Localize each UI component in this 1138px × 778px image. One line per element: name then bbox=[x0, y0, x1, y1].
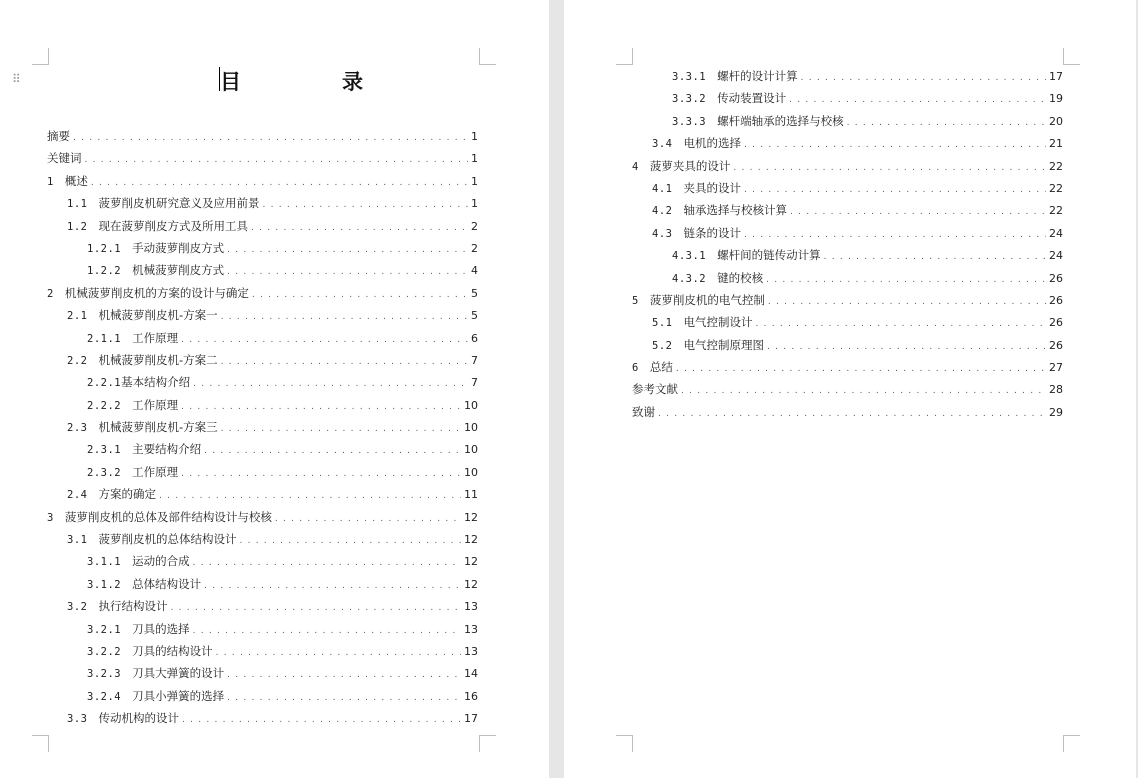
toc-dot-leader bbox=[227, 664, 461, 686]
toc-entry[interactable] bbox=[632, 87, 1063, 109]
toc-entry-page-number: 27 bbox=[1049, 361, 1063, 375]
toc-entry-page-number: 26 bbox=[1049, 293, 1063, 307]
toc-entry-number: 3.1.2 bbox=[87, 578, 122, 591]
toc-entry-page-number: 22 bbox=[1049, 181, 1063, 195]
toc-entry[interactable] bbox=[632, 132, 1063, 154]
toc-entry-number: 3.3.1 bbox=[672, 71, 707, 83]
toc-entry-page-number: 1 bbox=[471, 174, 478, 188]
toc-entry-title: 现在菠萝削皮方式及所用工具 bbox=[98, 218, 248, 233]
toc-entry-page-number: 7 bbox=[471, 353, 478, 367]
toc-entry-number: 1.2 bbox=[67, 220, 88, 233]
toc-entry[interactable] bbox=[47, 394, 478, 416]
toc-entry[interactable] bbox=[47, 483, 478, 505]
toc-entry-page-number: 24 bbox=[1049, 226, 1063, 240]
toc-dot-leader bbox=[85, 149, 469, 171]
toc-entry[interactable] bbox=[47, 327, 478, 349]
toc-entry-page-number: 22 bbox=[1049, 159, 1063, 173]
toc-entry-title: 方案的确定 bbox=[98, 487, 156, 502]
toc-entry-page-number: 24 bbox=[1049, 249, 1063, 263]
toc-entry-title: 电气控制设计 bbox=[683, 315, 753, 330]
toc-entry-number: 2 bbox=[47, 287, 54, 300]
crop-mark-top-left bbox=[616, 48, 633, 65]
toc-entry-number: 2.1.1 bbox=[87, 332, 122, 345]
toc-entry-title: 菠萝削皮机研究意义及应用前景 bbox=[98, 196, 260, 211]
toc-entry-title: 机械菠萝削皮机-方案一 bbox=[98, 308, 218, 323]
toc-entry[interactable] bbox=[47, 550, 478, 572]
toc-entry[interactable] bbox=[632, 110, 1063, 132]
toc-dot-leader bbox=[658, 403, 1046, 425]
toc-entry-title: 菠萝削皮机的电气控制 bbox=[649, 292, 765, 307]
toc-dot-leader bbox=[676, 358, 1046, 380]
toc-entry-title: 螺杆间的链传动计算 bbox=[717, 248, 821, 263]
crop-mark-bottom-right bbox=[1063, 735, 1080, 752]
crop-mark-top-right bbox=[479, 48, 496, 65]
toc-entry-title: 螺杆端轴承的选择与校核 bbox=[717, 113, 844, 128]
toc-entry-number: 1.2.1 bbox=[87, 242, 122, 255]
toc-entry-title: 工作原理 bbox=[132, 330, 179, 345]
toc-entry-page-number: 2 bbox=[471, 219, 478, 233]
toc-entry-title: 传动机构的设计 bbox=[98, 711, 179, 726]
toc-dot-leader bbox=[221, 351, 468, 373]
toc-entry-title: 机械菠萝削皮方式 bbox=[132, 263, 225, 278]
toc-entry-title: 链条的设计 bbox=[683, 225, 741, 240]
toc-entry-number: 2.1 bbox=[67, 310, 88, 323]
toc-entry-number: 3.1 bbox=[67, 534, 88, 547]
toc-entry-title: 总体结构设计 bbox=[132, 576, 202, 591]
toc-entry[interactable] bbox=[632, 244, 1063, 266]
toc-entry[interactable] bbox=[47, 685, 478, 707]
toc-entry-number: 5 bbox=[632, 294, 639, 307]
toc-dot-leader bbox=[767, 336, 1046, 358]
toc-entry-page-number: 26 bbox=[1049, 338, 1063, 352]
toc-entry-page-number: 1 bbox=[471, 152, 478, 166]
toc-entry[interactable] bbox=[47, 640, 478, 662]
toc-entry-page-number: 12 bbox=[464, 510, 478, 524]
toc-dot-leader bbox=[801, 67, 1046, 89]
toc-entry[interactable] bbox=[632, 334, 1063, 356]
toc-dot-leader bbox=[227, 239, 468, 261]
drag-handle-icon[interactable]: ⠿ bbox=[12, 72, 21, 86]
toc-dot-leader bbox=[181, 396, 461, 418]
toc-entry[interactable] bbox=[632, 177, 1063, 199]
toc-entry-number: 2.3.2 bbox=[87, 466, 122, 479]
toc-dot-leader bbox=[681, 380, 1046, 402]
toc-entry-title: 概述 bbox=[64, 173, 88, 188]
toc-entry[interactable] bbox=[47, 304, 478, 326]
toc-entry-number: 4.3.1 bbox=[672, 250, 707, 263]
toc-entry-number: 1 bbox=[47, 175, 54, 188]
toc-entry-number: 3.1.1 bbox=[87, 556, 122, 569]
toc-entry-title: 刀具大弹簧的设计 bbox=[132, 666, 225, 681]
toc-entry-number: 3.3.2 bbox=[672, 93, 707, 106]
toc-dot-leader bbox=[252, 284, 468, 306]
toc-entry-page-number: 12 bbox=[464, 577, 478, 591]
toc-entry-title: 螺杆的设计计算 bbox=[717, 69, 798, 83]
toc-entry[interactable] bbox=[632, 378, 1063, 400]
toc-entry[interactable] bbox=[47, 461, 478, 483]
toc-entry[interactable] bbox=[47, 371, 478, 393]
toc-entry-page-number: 7 bbox=[471, 376, 478, 390]
toc-entry-page-number: 19 bbox=[1049, 92, 1063, 106]
toc-entry[interactable] bbox=[47, 237, 478, 259]
toc-entry-page-number: 10 bbox=[464, 398, 478, 412]
toc-list-right bbox=[632, 65, 1063, 423]
toc-dot-leader bbox=[221, 418, 461, 440]
toc-entry-number: 5.2 bbox=[652, 339, 673, 352]
toc-entry[interactable] bbox=[47, 662, 478, 684]
toc-entry-page-number: 13 bbox=[464, 600, 478, 614]
toc-entry[interactable] bbox=[47, 192, 478, 214]
toc-entry[interactable] bbox=[47, 595, 478, 617]
toc-entry-number: 1.1 bbox=[67, 198, 88, 211]
toc-entry-page-number: 6 bbox=[471, 331, 478, 345]
toc-entry-page-number: 2 bbox=[471, 241, 478, 255]
toc-entry[interactable] bbox=[632, 401, 1063, 423]
toc-entry[interactable] bbox=[632, 155, 1063, 177]
toc-entry-title: 主要结构介绍 bbox=[132, 442, 202, 457]
toc-entry-number: 3.2.2 bbox=[87, 645, 122, 658]
toc-entry-title: 参考文献 bbox=[632, 382, 678, 397]
document-page-right[interactable] bbox=[564, 0, 1136, 778]
toc-entry-number: 3.3.3 bbox=[672, 115, 707, 128]
toc-entry-number: 3.2 bbox=[67, 601, 88, 614]
toc-dot-leader bbox=[204, 575, 461, 597]
toc-entry-number: 3.2.1 bbox=[87, 623, 122, 636]
toc-entry-title: 机械菠萝削皮机-方案二 bbox=[98, 352, 218, 367]
toc-dot-leader bbox=[744, 134, 1046, 156]
toc-entry-title: 刀具的结构设计 bbox=[132, 643, 213, 658]
toc-entry-number: 3.2.4 bbox=[87, 690, 122, 703]
toc-dot-leader bbox=[159, 485, 461, 507]
toc-entry-page-number: 5 bbox=[471, 309, 478, 323]
toc-entry[interactable] bbox=[47, 170, 478, 192]
toc-dot-leader bbox=[847, 112, 1046, 134]
toc-entry-page-number: 17 bbox=[464, 712, 478, 726]
toc-entry-number: 4.2 bbox=[652, 205, 673, 218]
toc-entry-page-number: 14 bbox=[464, 667, 478, 681]
toc-dot-leader bbox=[824, 246, 1046, 268]
toc-entry-page-number: 5 bbox=[471, 286, 478, 300]
toc-entry[interactable] bbox=[47, 438, 478, 460]
toc-dot-leader bbox=[182, 709, 461, 731]
toc-entry-number: 2.3.1 bbox=[87, 444, 122, 457]
toc-dot-leader bbox=[744, 224, 1046, 246]
toc-entry[interactable] bbox=[632, 222, 1063, 244]
toc-dot-leader bbox=[251, 217, 468, 239]
toc-entry-page-number: 13 bbox=[464, 622, 478, 636]
toc-entry-title: 菠萝削皮机的总体及部件结构设计与校核 bbox=[64, 509, 272, 524]
toc-entry-title: 机械菠萝削皮机的方案的设计与确定 bbox=[64, 285, 249, 300]
toc-entry-page-number: 11 bbox=[464, 488, 478, 502]
toc-entry[interactable] bbox=[47, 506, 478, 528]
toc-entry-number: 6 bbox=[632, 362, 639, 375]
toc-entry-title: 手动菠萝削皮方式 bbox=[132, 240, 225, 255]
toc-entry-page-number: 10 bbox=[464, 421, 478, 435]
toc-entry[interactable] bbox=[632, 289, 1063, 311]
toc-entry-title: 运动的合成 bbox=[132, 554, 190, 569]
toc-entry-page-number: 21 bbox=[1049, 137, 1063, 151]
toc-entry[interactable] bbox=[47, 147, 478, 169]
toc-entry-number: 3.3 bbox=[67, 713, 88, 726]
toc-entry[interactable] bbox=[632, 356, 1063, 378]
toc-dot-leader bbox=[790, 201, 1046, 223]
crop-mark-top-right bbox=[1063, 48, 1080, 65]
toc-entry[interactable] bbox=[47, 416, 478, 438]
crop-mark-bottom-right bbox=[479, 735, 496, 752]
toc-entry[interactable] bbox=[632, 311, 1063, 333]
toc-entry-number: 2.4 bbox=[67, 489, 88, 502]
toc-entry-title: 电机的选择 bbox=[683, 136, 741, 151]
toc-dot-leader bbox=[744, 179, 1046, 201]
toc-dot-leader bbox=[239, 530, 461, 552]
toc-entry-title: 电气控制原理图 bbox=[683, 337, 764, 352]
toc-entry-title: 工作原理 bbox=[132, 397, 179, 412]
toc-entry-title: 刀具的选择 bbox=[132, 621, 190, 636]
toc-entry-title: 摘要 bbox=[47, 129, 70, 143]
toc-entry-number: 1.2.2 bbox=[87, 265, 122, 278]
toc-entry-number: 2.2 bbox=[67, 354, 88, 367]
toc-entry-page-number: 13 bbox=[464, 644, 478, 658]
toc-entry-page-number: 29 bbox=[1049, 405, 1063, 419]
toc-entry-title: 执行结构设计 bbox=[98, 599, 168, 614]
toc-entry[interactable] bbox=[47, 215, 478, 237]
toc-dot-leader bbox=[193, 620, 461, 642]
toc-dot-leader bbox=[91, 172, 468, 194]
toc-entry-title: 菠萝夹具的设计 bbox=[649, 158, 731, 173]
toc-entry-page-number: 16 bbox=[464, 689, 478, 703]
toc-entry-number: 2.3 bbox=[67, 422, 88, 435]
toc-entry-page-number: 4 bbox=[471, 264, 478, 278]
toc-dot-leader bbox=[262, 194, 468, 216]
toc-entry[interactable] bbox=[632, 267, 1063, 289]
toc-dot-leader bbox=[755, 313, 1046, 335]
toc-dot-leader bbox=[221, 306, 468, 328]
toc-entry-title: 关键词 bbox=[47, 151, 82, 166]
toc-entry-page-number: 17 bbox=[1049, 70, 1063, 83]
toc-entry-title: 致谢 bbox=[632, 404, 655, 419]
toc-entry-number: 4 bbox=[632, 160, 639, 173]
toc-dot-leader bbox=[733, 157, 1046, 179]
toc-entry-number: 4.1 bbox=[652, 182, 673, 195]
toc-entry-title: 键的校核 bbox=[717, 270, 764, 285]
toc-entry[interactable] bbox=[47, 125, 478, 147]
toc-entry-number: 4.3.2 bbox=[672, 272, 707, 285]
toc-entry-number: 4.3 bbox=[652, 227, 673, 240]
toc-dot-leader bbox=[193, 552, 461, 574]
toc-entry-title: 总结 bbox=[649, 360, 673, 375]
toc-entry-page-number: 12 bbox=[464, 555, 478, 569]
toc-entry-number: 3.4 bbox=[652, 138, 673, 151]
toc-dot-leader bbox=[181, 329, 468, 351]
toc-entry-title: 夹具的设计 bbox=[683, 180, 741, 195]
toc-dot-leader bbox=[227, 261, 468, 283]
toc-dot-leader bbox=[216, 642, 461, 664]
toc-dot-leader bbox=[204, 440, 461, 462]
toc-entry-title: 基本结构介绍 bbox=[121, 375, 191, 390]
toc-entry-number: 3 bbox=[47, 511, 54, 524]
crop-mark-bottom-left bbox=[616, 735, 633, 752]
toc-entry[interactable] bbox=[47, 349, 478, 371]
toc-dot-leader bbox=[789, 89, 1046, 111]
toc-dot-leader bbox=[768, 291, 1046, 313]
toc-entry-title: 刀具小弹簧的选择 bbox=[132, 688, 225, 703]
toc-dot-leader bbox=[275, 508, 461, 530]
toc-entry-title: 轴承选择与校核计算 bbox=[683, 203, 787, 218]
toc-entry-page-number: 10 bbox=[464, 443, 478, 457]
toc-entry[interactable] bbox=[632, 65, 1063, 87]
toc-entry-page-number: 28 bbox=[1049, 383, 1063, 397]
toc-entry[interactable] bbox=[47, 528, 478, 550]
toc-entry-number: 2.2.1 bbox=[87, 377, 122, 390]
toc-entry-page-number: 26 bbox=[1049, 316, 1063, 330]
toc-entry[interactable] bbox=[47, 573, 478, 595]
toc-entry-title: 工作原理 bbox=[132, 464, 179, 479]
toc-entry-page-number: 10 bbox=[464, 465, 478, 479]
crop-mark-bottom-left bbox=[32, 735, 49, 752]
toc-entry[interactable] bbox=[47, 618, 478, 640]
document-page-left[interactable] bbox=[0, 0, 549, 778]
toc-list-left bbox=[47, 125, 478, 730]
toc-entry-page-number: 1 bbox=[471, 130, 478, 143]
toc-entry-number: 5.1 bbox=[652, 317, 673, 330]
toc-entry[interactable] bbox=[632, 199, 1063, 221]
toc-entry-page-number: 22 bbox=[1049, 204, 1063, 218]
toc-dot-leader bbox=[181, 463, 461, 485]
toc-entry[interactable] bbox=[47, 707, 478, 729]
toc-dot-leader bbox=[766, 269, 1046, 291]
toc-dot-leader bbox=[227, 687, 461, 709]
toc-dot-leader bbox=[193, 373, 468, 395]
crop-mark-top-left bbox=[32, 48, 49, 65]
toc-entry-number: 2.2.2 bbox=[87, 399, 122, 412]
toc-entry-page-number: 12 bbox=[464, 533, 478, 547]
toc-entry-title: 机械菠萝削皮机-方案三 bbox=[98, 420, 218, 435]
toc-entry-title: 传动装置设计 bbox=[717, 91, 787, 106]
toc-dot-leader bbox=[170, 597, 461, 619]
toc-entry[interactable] bbox=[47, 282, 478, 304]
toc-title: 目 录 bbox=[220, 70, 403, 94]
toc-entry-page-number: 26 bbox=[1049, 271, 1063, 285]
toc-entry-page-number: 20 bbox=[1049, 114, 1063, 128]
toc-dot-leader bbox=[73, 127, 468, 149]
toc-entry-page-number: 1 bbox=[471, 197, 478, 211]
toc-entry-number: 3.2.3 bbox=[87, 668, 122, 681]
toc-entry-title: 菠萝削皮机的总体结构设计 bbox=[98, 532, 237, 547]
toc-entry[interactable] bbox=[47, 259, 478, 281]
